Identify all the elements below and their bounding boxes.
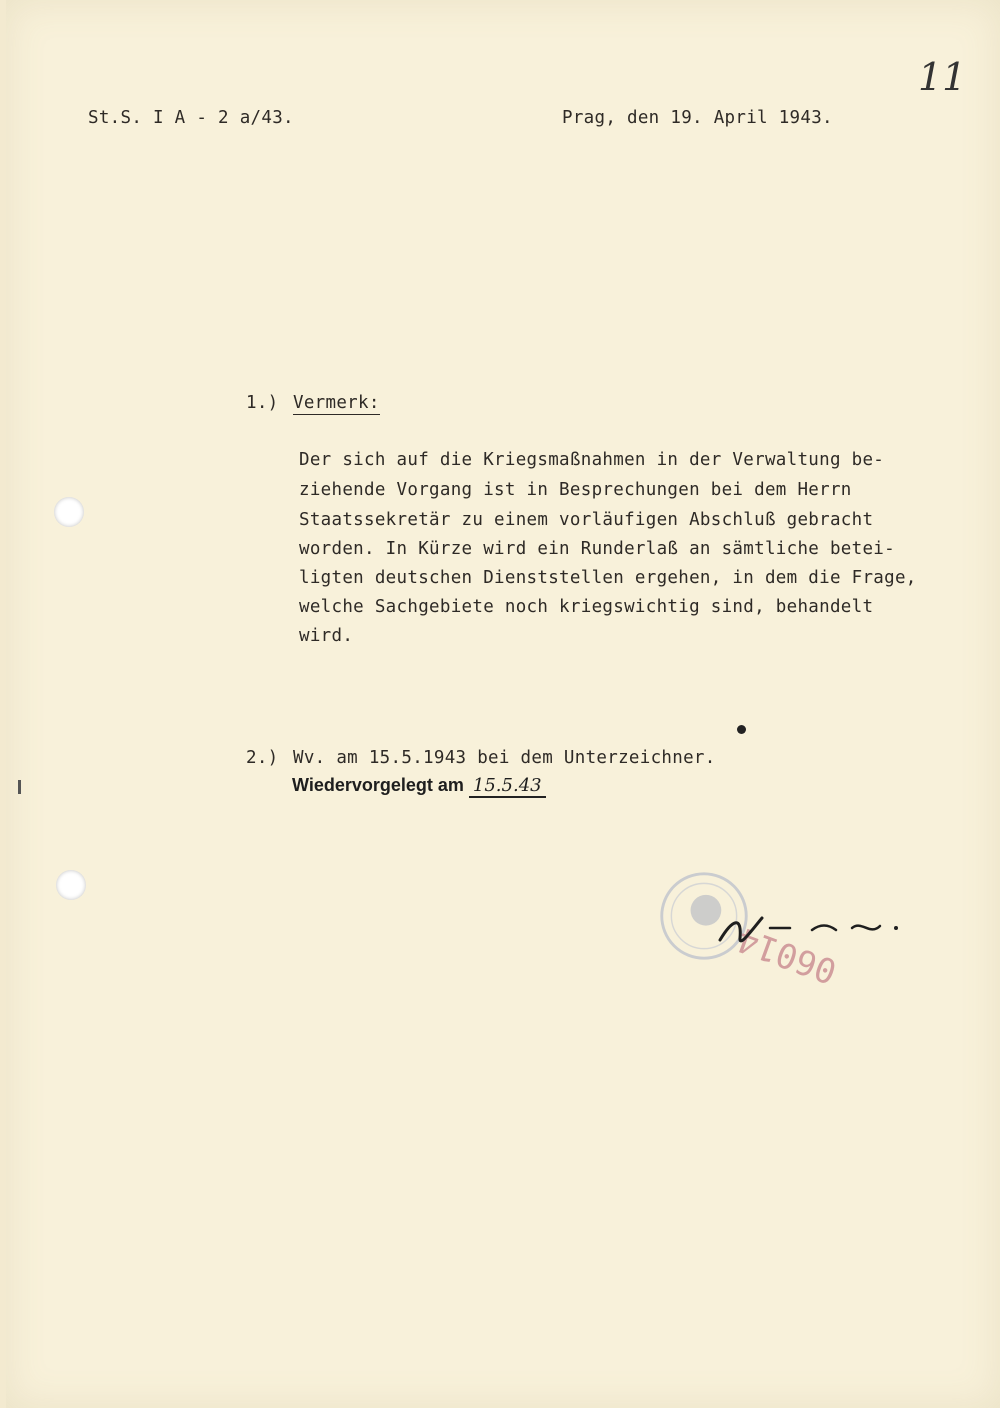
section-2-text: Wv. am 15.5.1943 bei dem Unterzeichner. xyxy=(293,748,716,768)
ink-dot xyxy=(737,725,746,734)
resubmission-stamp xyxy=(292,775,546,796)
document-page xyxy=(6,0,1000,1408)
section-2-number: 2.) xyxy=(246,748,279,768)
section-1-number: 1.) xyxy=(246,393,279,413)
body-line: ligten deutschen Dienststellen ergehen, in dem die Frage, xyxy=(299,568,917,588)
signature xyxy=(712,900,912,960)
archive-number-stamp: 06014 xyxy=(732,918,843,992)
stamp-label: Wiedervorgelegt am xyxy=(292,775,464,795)
handwritten-page-number: 11 xyxy=(918,55,967,99)
body-line: welche Sachgebiete noch kriegswichtig sind, behandelt xyxy=(299,597,874,617)
body-line: worden. In Kürze wird ein Runderlaß an sämtliche betei- xyxy=(299,539,895,559)
body-line: ziehende Vorgang ist in Besprechungen bei dem Herrn xyxy=(299,480,852,500)
punch-hole-bottom xyxy=(56,870,86,900)
reference-number: St.S. I A - 2 a/43. xyxy=(88,108,294,128)
punch-hole-top xyxy=(54,497,84,527)
place-and-date: Prag, den 19. April 1943. xyxy=(562,108,833,128)
stamp-date: 15.5.43 xyxy=(469,775,546,798)
edge-mark xyxy=(18,780,21,794)
section-1-heading: Vermerk: xyxy=(293,393,380,413)
body-line: wird. xyxy=(299,626,354,646)
body-line: Der sich auf die Kriegsmaßnahmen in der Verwaltung be- xyxy=(299,450,885,470)
body-line: Staatssekretär zu einem vorläufigen Abschluß gebracht xyxy=(299,510,874,530)
